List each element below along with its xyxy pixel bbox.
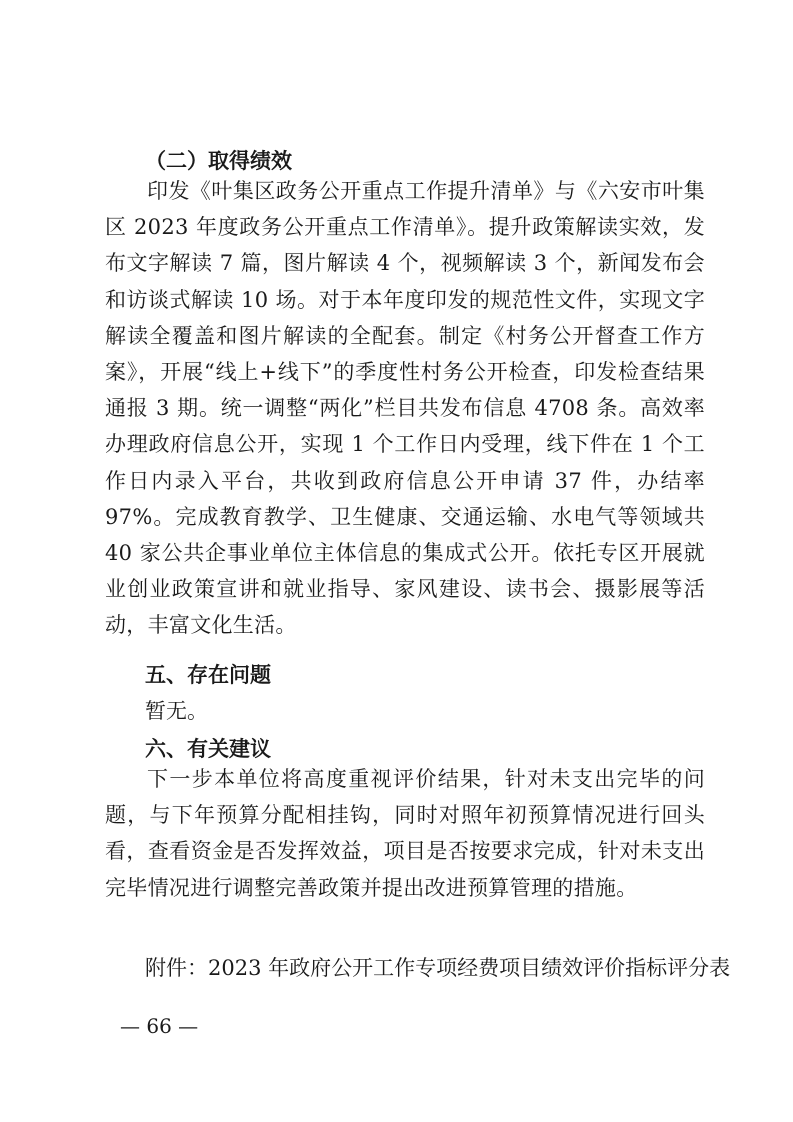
section-heading-problems: 五、存在问题 [145, 663, 271, 687]
section-heading-suggestions: 六、有关建议 [145, 737, 271, 761]
attachment-note: 附件：2023 年政府公开工作专项经费项目绩效评价指标评分表 [145, 956, 731, 980]
section-heading-achievements: （二）取得绩效 [145, 149, 292, 173]
page-number: — 66 — [120, 1014, 199, 1038]
paragraph-achievements: 印发《叶集区政务公开重点工作提升清单》与《六安市叶集区 2023 年度政务公开重点工作清单》。提升政策解读实效，发布文字解读 7 篇，图片解读 4 个，视频解读 3 个，新闻发布会和访谈式解读 10 场。对于本年度印发的规范性文件，实现文字解读全覆盖和图片解读的全配套。制定《村务公开督查工作方案》，开展“线上+线下”的季度性村务公开检查，印发检查结果通报 3 期。统一调整“两化”栏目共发布信息 4708 条。高效率办理政府信息公开，实现 1 个工作日内受理，线下件在 1 个工作日内录入平台，共收到政府信息公开申请 37 件，办结率 97%。完成教育教学、卫生健康、交通运输、水电气等领域共 40 家公共企事业单位主体信息的集成式公开。依托专区开展就业创业政策宣讲和就业指导、家风建设、读书会、摄影展等活动，丰富文化生活。 [105, 179, 705, 638]
paragraph-problems: 暂无。 [145, 699, 208, 723]
paragraph-suggestions: 下一步本单位将高度重视评价结果，针对未支出完毕的问题，与下年预算分配相挂钩，同时对照年初预算情况进行回头看，查看资金是否发挥效益，项目是否按要求完成，针对未支出完毕情况进行调整完善政策并提出改进预算管理的措施。 [105, 767, 705, 900]
